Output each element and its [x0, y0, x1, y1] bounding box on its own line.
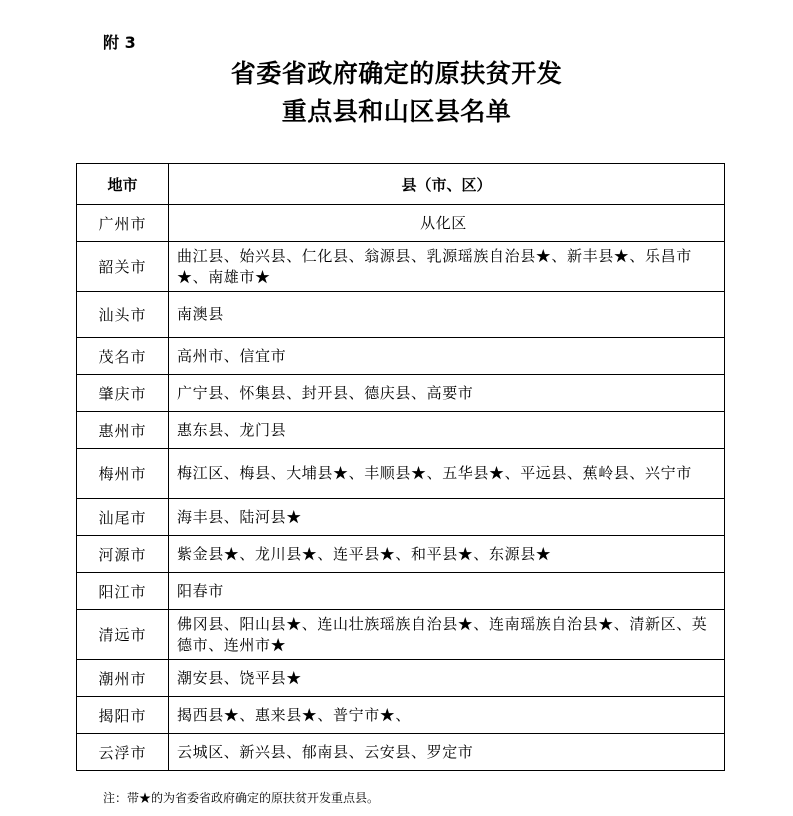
city-cell: 茂名市 — [77, 338, 169, 375]
table-row — [77, 375, 725, 412]
table-row — [77, 499, 725, 536]
counties-cell: 南澳县 — [169, 292, 725, 338]
table-row — [77, 449, 725, 499]
city-cell: 阳江市 — [77, 573, 169, 610]
city-cell: 汕头市 — [77, 292, 169, 338]
table-row — [77, 338, 725, 375]
header-counties: 县（市、区） — [169, 164, 725, 205]
city-cell: 揭阳市 — [77, 697, 169, 734]
counties-cell: 海丰县、陆河县★ — [169, 499, 725, 536]
page-title-line-1: 省委省政府确定的原扶贫开发 — [230, 59, 563, 88]
city-cell: 河源市 — [77, 536, 169, 573]
table-row — [77, 242, 725, 292]
counties-cell: 高州市、信宜市 — [169, 338, 725, 375]
city-cell: 潮州市 — [77, 660, 169, 697]
table-row — [77, 610, 725, 660]
annex-label: 附 3 — [103, 33, 136, 52]
table-row — [77, 697, 725, 734]
counties-cell: 阳春市 — [169, 573, 725, 610]
footnote: 注：带★的为省委省政府确定的原扶贫开发重点县。 — [103, 791, 380, 805]
table-row — [77, 205, 725, 242]
city-cell: 汕尾市 — [77, 499, 169, 536]
city-cell: 梅州市 — [77, 449, 169, 499]
page-title-line-2: 重点县和山区县名单 — [281, 97, 512, 126]
table-row — [77, 536, 725, 573]
counties-cell: 曲江县、始兴县、仁化县、翁源县、乳源瑶族自治县★、新丰县★、乐昌市★、南雄市★ — [169, 242, 725, 292]
counties-cell: 广宁县、怀集县、封开县、德庆县、高要市 — [169, 375, 725, 412]
counties-cell: 佛冈县、阳山县★、连山壮族瑶族自治县★、连南瑶族自治县★、清新区、英德市、连州市★ — [169, 610, 725, 660]
county-list-table — [76, 163, 725, 771]
counties-cell: 从化区 — [169, 205, 725, 242]
counties-cell: 惠东县、龙门县 — [169, 412, 725, 449]
city-cell: 惠州市 — [77, 412, 169, 449]
table-row — [77, 660, 725, 697]
city-cell: 清远市 — [77, 610, 169, 660]
table-row — [77, 412, 725, 449]
city-cell: 广州市 — [77, 205, 169, 242]
table-header-row — [77, 164, 725, 205]
city-cell: 云浮市 — [77, 734, 169, 771]
counties-cell: 云城区、新兴县、郁南县、云安县、罗定市 — [169, 734, 725, 771]
city-cell: 韶关市 — [77, 242, 169, 292]
counties-cell: 揭西县★、惠来县★、普宁市★、 — [169, 697, 725, 734]
counties-cell: 紫金县★、龙川县★、连平县★、和平县★、东源县★ — [169, 536, 725, 573]
city-cell: 肇庆市 — [77, 375, 169, 412]
table-row — [77, 573, 725, 610]
counties-cell: 潮安县、饶平县★ — [169, 660, 725, 697]
counties-cell: 梅江区、梅县、大埔县★、丰顺县★、五华县★、平远县、蕉岭县、兴宁市 — [169, 449, 725, 499]
table-row — [77, 734, 725, 771]
table-row — [77, 292, 725, 338]
header-city: 地市 — [77, 164, 169, 205]
